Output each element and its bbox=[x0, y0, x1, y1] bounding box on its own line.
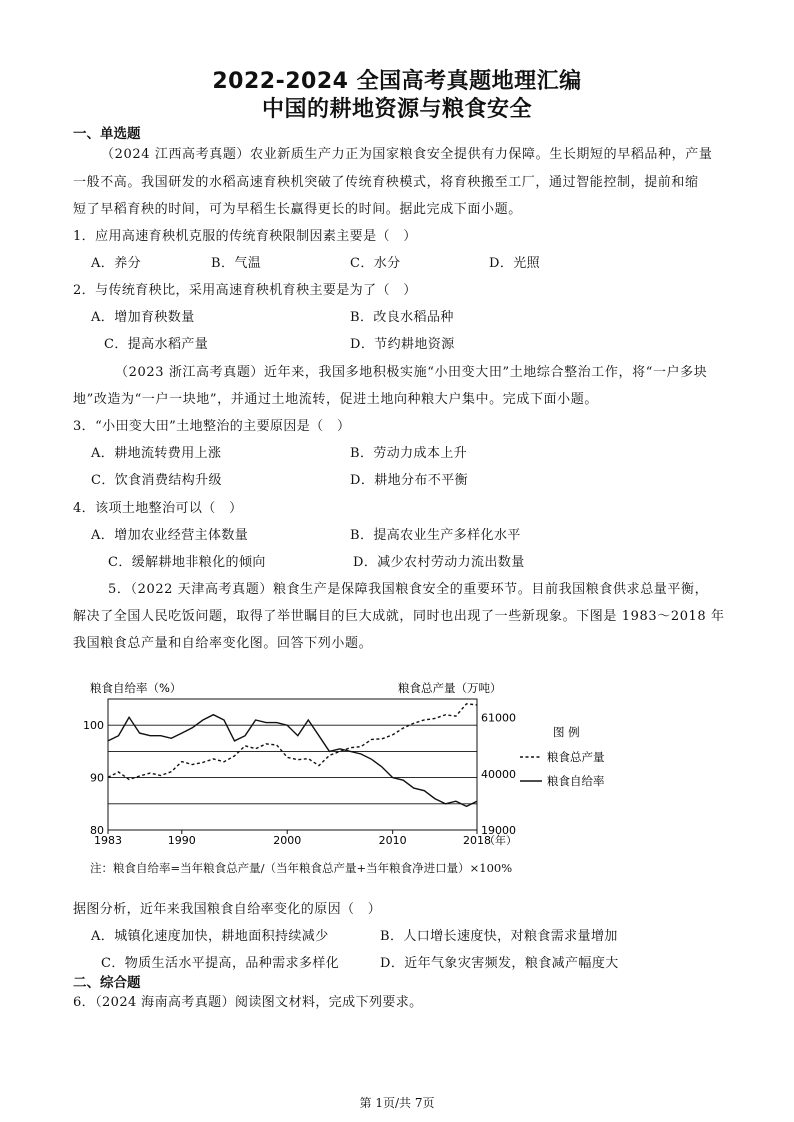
option-b[interactable]: B．气温 bbox=[211, 256, 262, 271]
option-d[interactable]: D．节约耕地资源 bbox=[350, 337, 455, 352]
material-text: 解决了全国人民吃饭问题，取得了举世瞩目的巨大成就，同时也出现了一些新现象。下图是 1983～2018 年 bbox=[73, 609, 725, 624]
material-text: 5．（2022 天津高考真题）粮食生产是保障我国粮食安全的重要环节。目前我国粮食供求总量平衡， bbox=[108, 582, 709, 597]
section-heading-single-choice: 一、单选题 bbox=[73, 126, 141, 142]
y-left-tick-label: 80 bbox=[90, 824, 104, 837]
option-a[interactable]: A．耕地流转费用上涨 bbox=[91, 446, 222, 461]
option-b[interactable]: B．劳动力成本上升 bbox=[350, 446, 468, 461]
y-left-tick-label: 90 bbox=[90, 771, 104, 785]
option-a[interactable]: A．增加农业经营主体数量 bbox=[91, 528, 249, 543]
option-d[interactable]: D．耕地分布不平衡 bbox=[350, 473, 469, 488]
material-text: （2023 浙江高考真题）近年来，我国多地积极实施“小田变大田”土地综合整治工作，将“一户多块 bbox=[115, 365, 708, 380]
question-stem: 3．“小田变大田”土地整治的主要原因是（ ） bbox=[73, 419, 351, 434]
chart-note: 注：粮食自给率=当年粮食总产量/（当年粮食总产量+当年粮食净进口量）×100% bbox=[90, 861, 513, 875]
x-tick-label: 2000 bbox=[273, 834, 302, 847]
option-b[interactable]: B．人口增长速度快，对粮食需求量增加 bbox=[380, 929, 618, 944]
question-stem: 1．应用高速育秧机克服的传统育秧限制因素主要是（ ） bbox=[73, 229, 417, 244]
option-a[interactable]: A．城镇化速度加快，耕地面积持续减少 bbox=[91, 929, 329, 944]
option-a[interactable]: A．养分 bbox=[91, 256, 141, 271]
option-b[interactable]: B．提高农业生产多样化水平 bbox=[350, 528, 521, 543]
question-stem: 4．该项土地整治可以（ ） bbox=[73, 501, 243, 516]
series-line-total-output bbox=[108, 704, 477, 780]
option-b[interactable]: B．改良水稻品种 bbox=[350, 310, 454, 325]
y-right-tick-label: 61000 bbox=[481, 711, 516, 725]
legend-label-rate: 粮食自给率 bbox=[547, 774, 605, 788]
page-number: 第 1页/共 7页 bbox=[359, 1096, 435, 1110]
y-right-tick-label: 19000 bbox=[481, 824, 516, 837]
question-stem: 据图分析，近年来我国粮食自给率变化的原因（ ） bbox=[73, 902, 382, 917]
option-d[interactable]: D．近年气象灾害频发，粮食减产幅度大 bbox=[380, 956, 619, 971]
question-stem: 6．（2024 海南高考真题）阅读图文材料，完成下列要求。 bbox=[73, 995, 423, 1010]
option-c[interactable]: C．物质生活水平提高，品种需求多样化 bbox=[101, 956, 340, 971]
legend-title: 图 例 bbox=[553, 725, 580, 739]
option-c[interactable]: C．缓解耕地非粮化的倾向 bbox=[108, 555, 266, 570]
x-tick-label: 2010 bbox=[378, 834, 407, 847]
option-a[interactable]: A．增加育秧数量 bbox=[91, 310, 195, 325]
page-title-line2: 中国的耕地资源与粮食安全 bbox=[261, 97, 532, 122]
option-c[interactable]: C．提高水稻产量 bbox=[104, 337, 209, 352]
material-text: （2024 江西高考真题）农业新质生产力正为国家粮食安全提供有力保障。生长期短的早稻品种，产量 bbox=[101, 147, 713, 162]
material-text: 一般不高。我国研发的水稻高速育秧机突破了传统育秧模式，将育秧搬至工厂，通过智能控制，提前和缩 bbox=[73, 175, 699, 190]
material-text: 地”改造为“一户一块地”，并通过土地流转，促进土地向种粮大户集中。完成下面小题。 bbox=[73, 392, 598, 407]
y-right-tick-label: 40000 bbox=[481, 767, 516, 781]
material-text: 短了早稻育秧的时间，可为早稻生长赢得更长的时间。据此完成下面小题。 bbox=[73, 202, 522, 217]
section-heading-comprehensive: 二、综合题 bbox=[73, 975, 141, 991]
option-d[interactable]: D．光照 bbox=[489, 256, 541, 271]
option-c[interactable]: C．饮食消费结构升级 bbox=[91, 473, 222, 488]
x-tick-label: 2018 bbox=[463, 834, 491, 847]
legend-label-total: 粮食总产量 bbox=[547, 750, 605, 764]
y-left-label: 粮食自给率（%） bbox=[90, 681, 182, 695]
grain-chart bbox=[80, 676, 640, 871]
question-stem: 2．与传统育秧比，采用高速育秧机育秧主要是为了（ ） bbox=[73, 283, 417, 298]
option-c[interactable]: C．水分 bbox=[350, 256, 401, 271]
plot-frame bbox=[108, 699, 477, 830]
material-text: 我国粮食总产量和自给率变化图。回答下列小题。 bbox=[73, 636, 373, 651]
x-tick-label: 1983 bbox=[94, 834, 122, 847]
chart-container bbox=[80, 676, 640, 871]
x-axis-unit: （年） bbox=[484, 834, 517, 847]
x-tick-label: 1990 bbox=[167, 834, 196, 847]
y-left-tick-label: 100 bbox=[83, 719, 104, 733]
series-line-self-sufficiency bbox=[108, 715, 477, 807]
option-d[interactable]: D．减少农村劳动力流出数量 bbox=[353, 555, 525, 570]
page-title-line1: 2022-2024 全国高考真题地理汇编 bbox=[212, 69, 582, 94]
y-right-label: 粮食总产量（万吨） bbox=[398, 681, 502, 695]
